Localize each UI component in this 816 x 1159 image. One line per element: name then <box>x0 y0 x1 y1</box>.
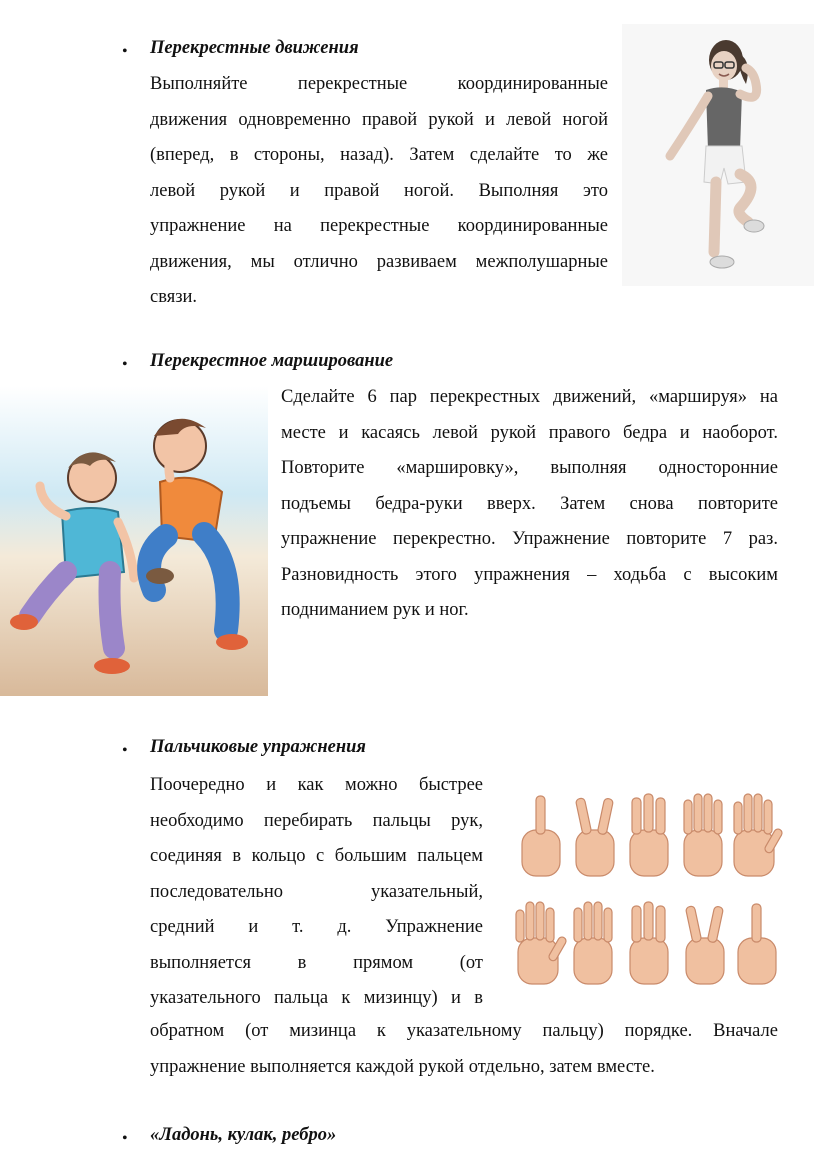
text-line: подъемы бедра-руки вверх. Затем снова повторите <box>281 493 778 514</box>
text-line: Повторите «маршировку», выполняя односторонние <box>281 458 778 478</box>
girl-cross-movement-image <box>622 24 814 286</box>
text-line: упражнение перекрестно. Упражнение повторите 7 раз. <box>281 529 778 549</box>
text-line: левой рукой и правой ногой. Выполняя это <box>150 180 608 201</box>
counting-hands-image <box>506 790 786 990</box>
paragraph-finger-exercises-bottom <box>150 1014 778 1085</box>
text-line: последовательно указательный, <box>150 881 483 902</box>
paragraph-finger-exercises-top <box>150 768 483 1017</box>
paragraph-cross-marching <box>281 380 778 629</box>
boys-marching-image <box>0 386 268 696</box>
section-heading-cross-movements: Перекрестные движения <box>150 38 359 58</box>
section-heading-finger-exercises: Пальчиковые упражнения <box>150 737 366 757</box>
text-line: Сделайте 6 пар перекрестных движений, «маршируя» на <box>281 387 778 407</box>
text-line: Поочередно и как можно быстрее <box>150 775 483 795</box>
section-heading-cross-marching: Перекрестное марширование <box>150 351 394 371</box>
bullet: • <box>122 43 128 60</box>
paragraph-cross-movements <box>150 67 608 316</box>
bullet: • <box>122 1130 128 1147</box>
text-line: соединяя в кольцо с большим пальцем <box>150 846 483 866</box>
text-line: Выполняйте перекрестные координированные <box>150 74 608 94</box>
text-line: связи. <box>150 287 198 307</box>
text-line: подниманием рук и ног. <box>281 600 469 620</box>
text-line: необходимо перебирать пальцы рук, <box>150 810 483 831</box>
text-line: упражнение выполняется каждой рукой отдельно, затем вместе. <box>150 1056 655 1077</box>
text-line: средний и т. д. Упражнение <box>150 917 483 937</box>
text-line: (вперед, в стороны, назад). Затем сделайте то же <box>150 145 608 165</box>
text-line: обратном (от мизинца к указательному пальцу) порядке. Вначале <box>150 1021 778 1041</box>
text-line: месте и касаясь левой рукой правого бедра и наоборот. <box>281 422 778 443</box>
section-heading-palm-fist-edge: «Ладонь, кулак, ребро» <box>150 1125 337 1145</box>
text-line: выполняется в прямом (от <box>150 952 483 973</box>
text-line: Разновидность этого упражнения – ходьба с высоким <box>281 564 778 585</box>
text-line: движения одновременно правой рукой и левой ногой <box>150 109 608 130</box>
text-line: упражнение на перекрестные координированные <box>150 216 608 236</box>
text-line: указательного пальца к мизинцу) и в <box>150 988 483 1008</box>
bullet: • <box>122 356 128 373</box>
bullet: • <box>122 742 128 759</box>
text-line: движения, мы отлично развиваем межполушарные <box>150 251 608 272</box>
